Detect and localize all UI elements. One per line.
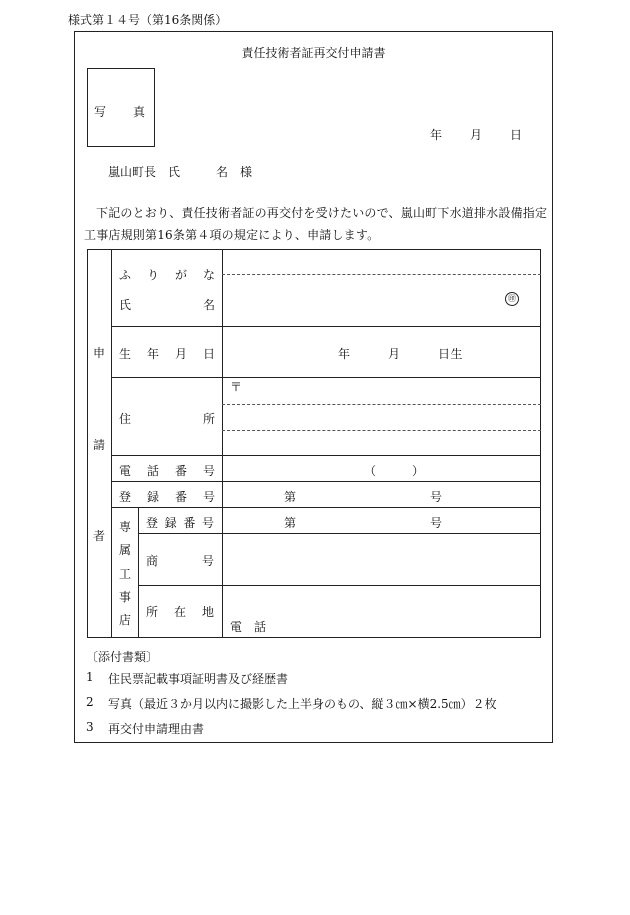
- registration-prefix: 第: [284, 490, 297, 504]
- grid-line: [111, 455, 541, 456]
- shop-phone-label: 電 話: [230, 620, 267, 634]
- attachments-heading: 〔添付書類〕: [86, 650, 159, 664]
- date-day-label: 日: [510, 128, 523, 142]
- attachment-text: 再交付申請理由書: [108, 722, 205, 736]
- request-statement: 下記のとおり、責任技術者証の再交付を受けたいので、嵐山町下水道排水設備指定工事店規則第16条第４項の規定により、申請します。: [84, 206, 548, 242]
- phone-label: 電 話 番 号: [119, 464, 215, 478]
- grid-line: [111, 326, 541, 327]
- applicant-side-label: [92, 344, 106, 544]
- trade-name-label: 商 号: [146, 554, 214, 568]
- phone-value: （ ）: [364, 464, 425, 478]
- exclusive-contractor-label: 専 属 工 事 店: [118, 520, 131, 627]
- birthdate-value: 年 月 日生: [338, 347, 464, 361]
- attachment-text: 写真（最近３か月以内に撮影した上半身のもの、縦３㎝×横2.5㎝）２枚: [108, 697, 497, 711]
- addressee: 嵐山町長 氏 名 様: [108, 165, 253, 179]
- grid-line: [111, 507, 541, 508]
- birthdate-label: 生 年 月 日: [119, 347, 215, 361]
- attachment-number: 1: [86, 670, 94, 684]
- date-month-label: 月: [470, 128, 483, 142]
- postal-mark: 〒: [230, 380, 243, 394]
- grid-line: [138, 507, 139, 638]
- registration-label: 登 録 番 号: [119, 490, 215, 504]
- address-divider: [222, 430, 541, 431]
- grid-line: [111, 481, 541, 482]
- location-label: 所 在 地: [146, 605, 214, 619]
- shop-registration-prefix: 第: [284, 516, 297, 530]
- attachment-number: 2: [86, 695, 94, 709]
- applicant-char: 請: [92, 437, 105, 452]
- shop-registration-label: 登 録 番 号: [146, 516, 214, 530]
- form-title: 責任技術者証再交付申請書: [241, 46, 386, 60]
- grid-line: [138, 533, 541, 534]
- address-divider: [222, 404, 541, 405]
- applicant-char: 申: [92, 346, 105, 360]
- seal-mark: ㊞: [505, 292, 519, 306]
- address-label: 住 所: [119, 412, 215, 426]
- photo-label: 写 真: [94, 105, 147, 119]
- name-label: 氏 名: [119, 298, 215, 312]
- shop-registration-suffix: 号: [430, 516, 443, 530]
- grid-line: [222, 249, 223, 638]
- date-year-label: 年: [430, 128, 443, 142]
- attachment-number: 3: [86, 720, 94, 734]
- registration-suffix: 号: [430, 490, 443, 504]
- applicant-char: 者: [92, 529, 105, 543]
- furigana-divider: [222, 274, 541, 275]
- attachment-text: 住民票記載事項証明書及び経歴書: [108, 672, 289, 686]
- form-number-note: 様式第１４号（第16条関係）: [68, 13, 228, 27]
- furigana-label: ふ り が な: [119, 268, 215, 282]
- grid-line: [138, 585, 541, 586]
- grid-line: [111, 377, 541, 378]
- grid-line: [111, 249, 112, 638]
